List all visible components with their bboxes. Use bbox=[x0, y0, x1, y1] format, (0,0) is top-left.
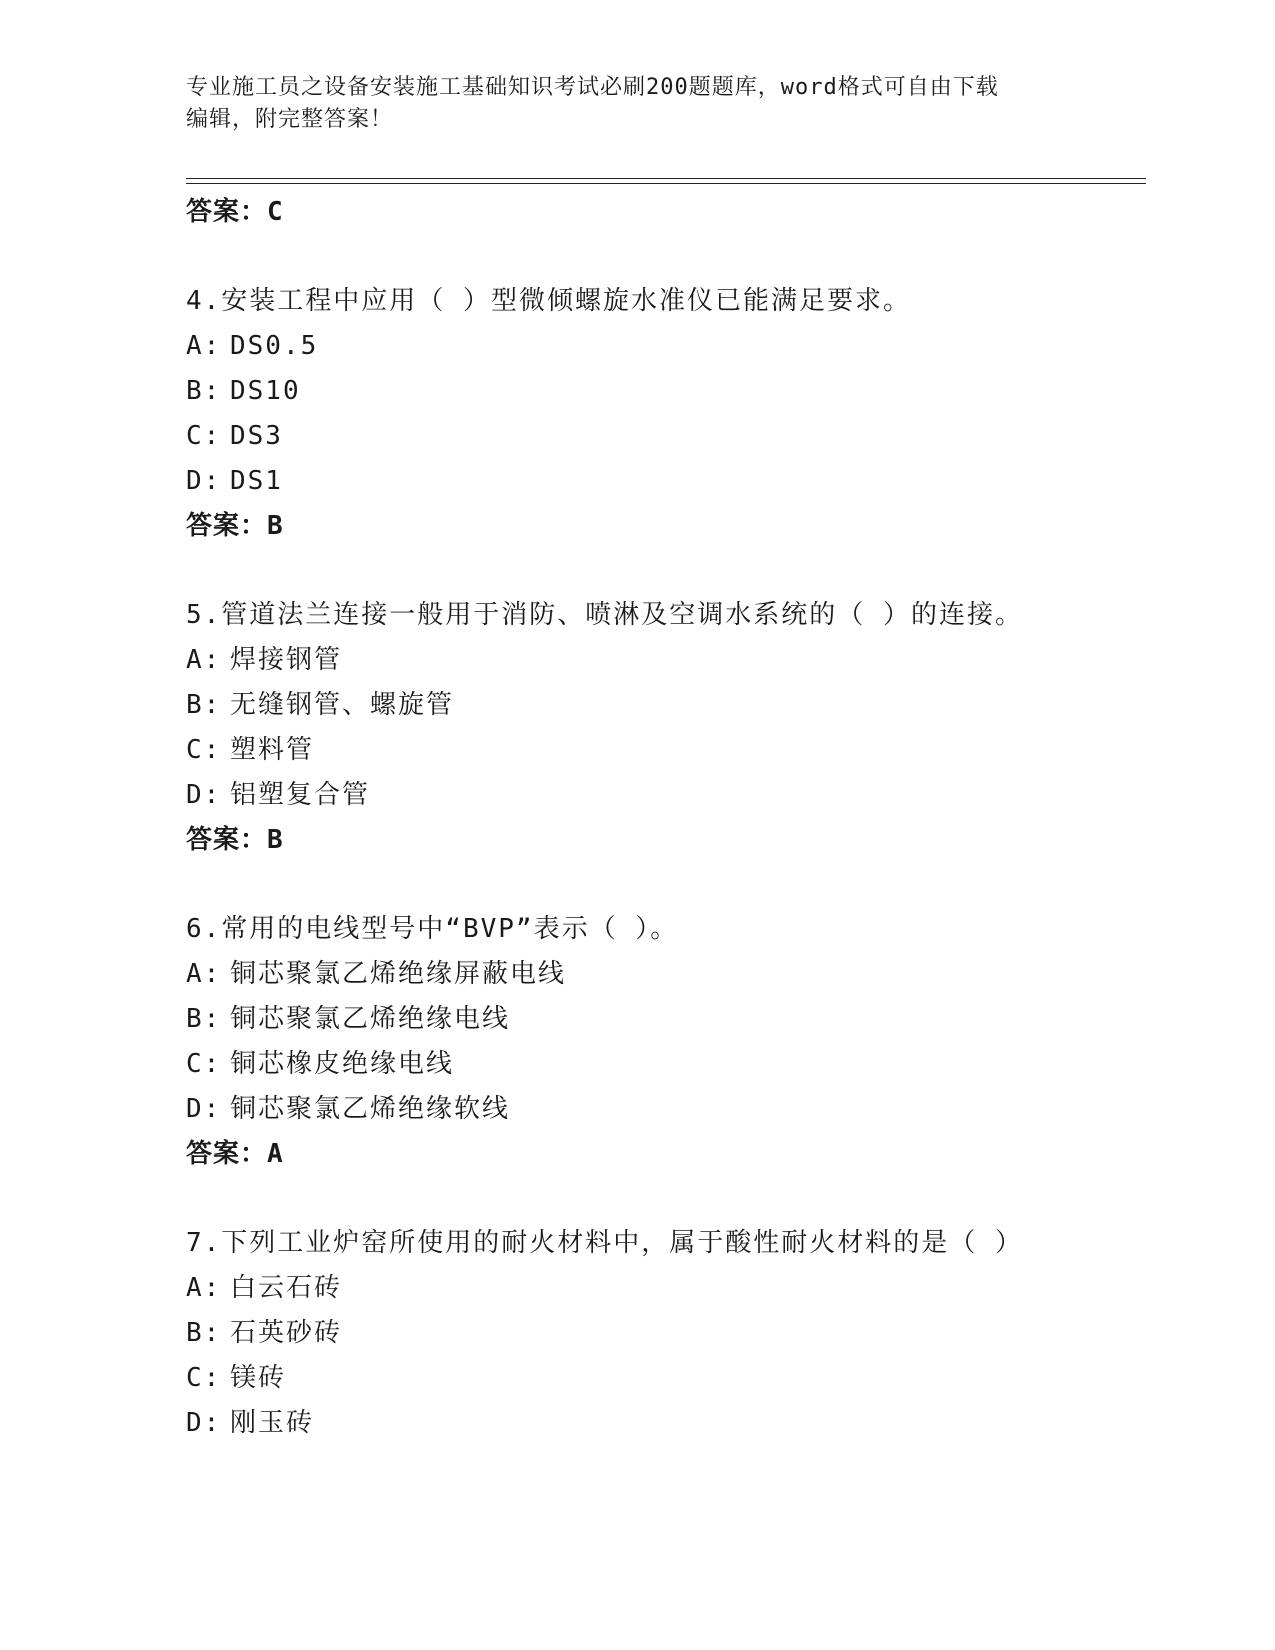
option-letter: B: bbox=[186, 376, 222, 406]
option-letter: B: bbox=[186, 690, 222, 720]
option-text: 铜芯聚氯乙烯绝缘电线 bbox=[230, 1004, 511, 1034]
question-text: 4.安装工程中应用（ ）型微倾螺旋水准仪已能满足要求。 bbox=[186, 286, 911, 316]
option-row bbox=[186, 683, 1146, 728]
option-letter: D: bbox=[186, 1094, 222, 1124]
option-letter: D: bbox=[186, 780, 222, 810]
answer-line: 答案：B bbox=[186, 825, 284, 855]
option-row bbox=[186, 638, 1146, 683]
option-letter: D: bbox=[186, 466, 222, 496]
option-text: 白云石砖 bbox=[230, 1273, 343, 1303]
option-row bbox=[186, 728, 1146, 773]
option-text: 无缝钢管、螺旋管 bbox=[230, 690, 455, 720]
question-block bbox=[186, 278, 1146, 548]
answer-line: 答案：C bbox=[186, 197, 284, 227]
option-row bbox=[186, 773, 1146, 818]
option-letter: A: bbox=[186, 1273, 222, 1303]
header-line-2: 编辑，附完整答案！ bbox=[186, 107, 394, 132]
option-letter: C: bbox=[186, 1049, 222, 1079]
question-list bbox=[186, 190, 1146, 1446]
option-letter: C: bbox=[186, 735, 222, 765]
answer-line: 答案：B bbox=[186, 511, 284, 541]
question-block bbox=[186, 906, 1146, 1176]
option-text: 石英砂砖 bbox=[230, 1318, 343, 1348]
header-line-1: 专业施工员之设备安装施工基础知识考试必刷200题题库，word格式可自由下载 bbox=[186, 75, 999, 100]
option-row bbox=[186, 324, 1146, 369]
header-divider-bottom bbox=[186, 183, 1146, 184]
option-text: DS3 bbox=[230, 421, 283, 451]
question-block bbox=[186, 1220, 1146, 1446]
option-row bbox=[186, 997, 1146, 1042]
option-text: 铝塑复合管 bbox=[230, 780, 371, 810]
option-row bbox=[186, 1042, 1146, 1087]
option-text: DS10 bbox=[230, 376, 301, 406]
option-row bbox=[186, 1311, 1146, 1356]
option-row bbox=[186, 1087, 1146, 1132]
option-letter: A: bbox=[186, 645, 222, 675]
option-text: 镁砖 bbox=[230, 1363, 287, 1393]
option-text: DS0.5 bbox=[230, 331, 319, 361]
option-letter: A: bbox=[186, 331, 222, 361]
option-row bbox=[186, 1356, 1146, 1401]
header-divider-top bbox=[186, 178, 1146, 179]
option-letter: D: bbox=[186, 1408, 222, 1438]
answer-line: 答案：A bbox=[186, 1139, 284, 1169]
question-text: 5.管道法兰连接一般用于消防、喷淋及空调水系统的（ ）的连接。 bbox=[186, 600, 1023, 630]
question-block bbox=[186, 592, 1146, 862]
option-text: 焊接钢管 bbox=[230, 645, 343, 675]
question-text: 7.下列工业炉窑所使用的耐火材料中，属于酸性耐火材料的是（ ） bbox=[186, 1228, 1023, 1258]
option-row bbox=[186, 369, 1146, 414]
option-text: 刚玉砖 bbox=[230, 1408, 315, 1438]
questions-container bbox=[186, 278, 1146, 1446]
option-letter: A: bbox=[186, 959, 222, 989]
option-letter: C: bbox=[186, 421, 222, 451]
option-text: DS1 bbox=[230, 466, 283, 496]
option-row bbox=[186, 1266, 1146, 1311]
option-row bbox=[186, 1401, 1146, 1446]
document-header bbox=[186, 72, 1066, 136]
option-letter: B: bbox=[186, 1318, 222, 1348]
option-letter: C: bbox=[186, 1363, 222, 1393]
option-letter: B: bbox=[186, 1004, 222, 1034]
option-text: 铜芯聚氯乙烯绝缘屏蔽电线 bbox=[230, 959, 567, 989]
option-text: 塑料管 bbox=[230, 735, 315, 765]
option-row bbox=[186, 952, 1146, 997]
option-text: 铜芯橡皮绝缘电线 bbox=[230, 1049, 455, 1079]
option-text: 铜芯聚氯乙烯绝缘软线 bbox=[230, 1094, 511, 1124]
question-text: 6.常用的电线型号中“BVP”表示（ ）。 bbox=[186, 914, 679, 944]
option-row bbox=[186, 459, 1146, 504]
option-row bbox=[186, 414, 1146, 459]
